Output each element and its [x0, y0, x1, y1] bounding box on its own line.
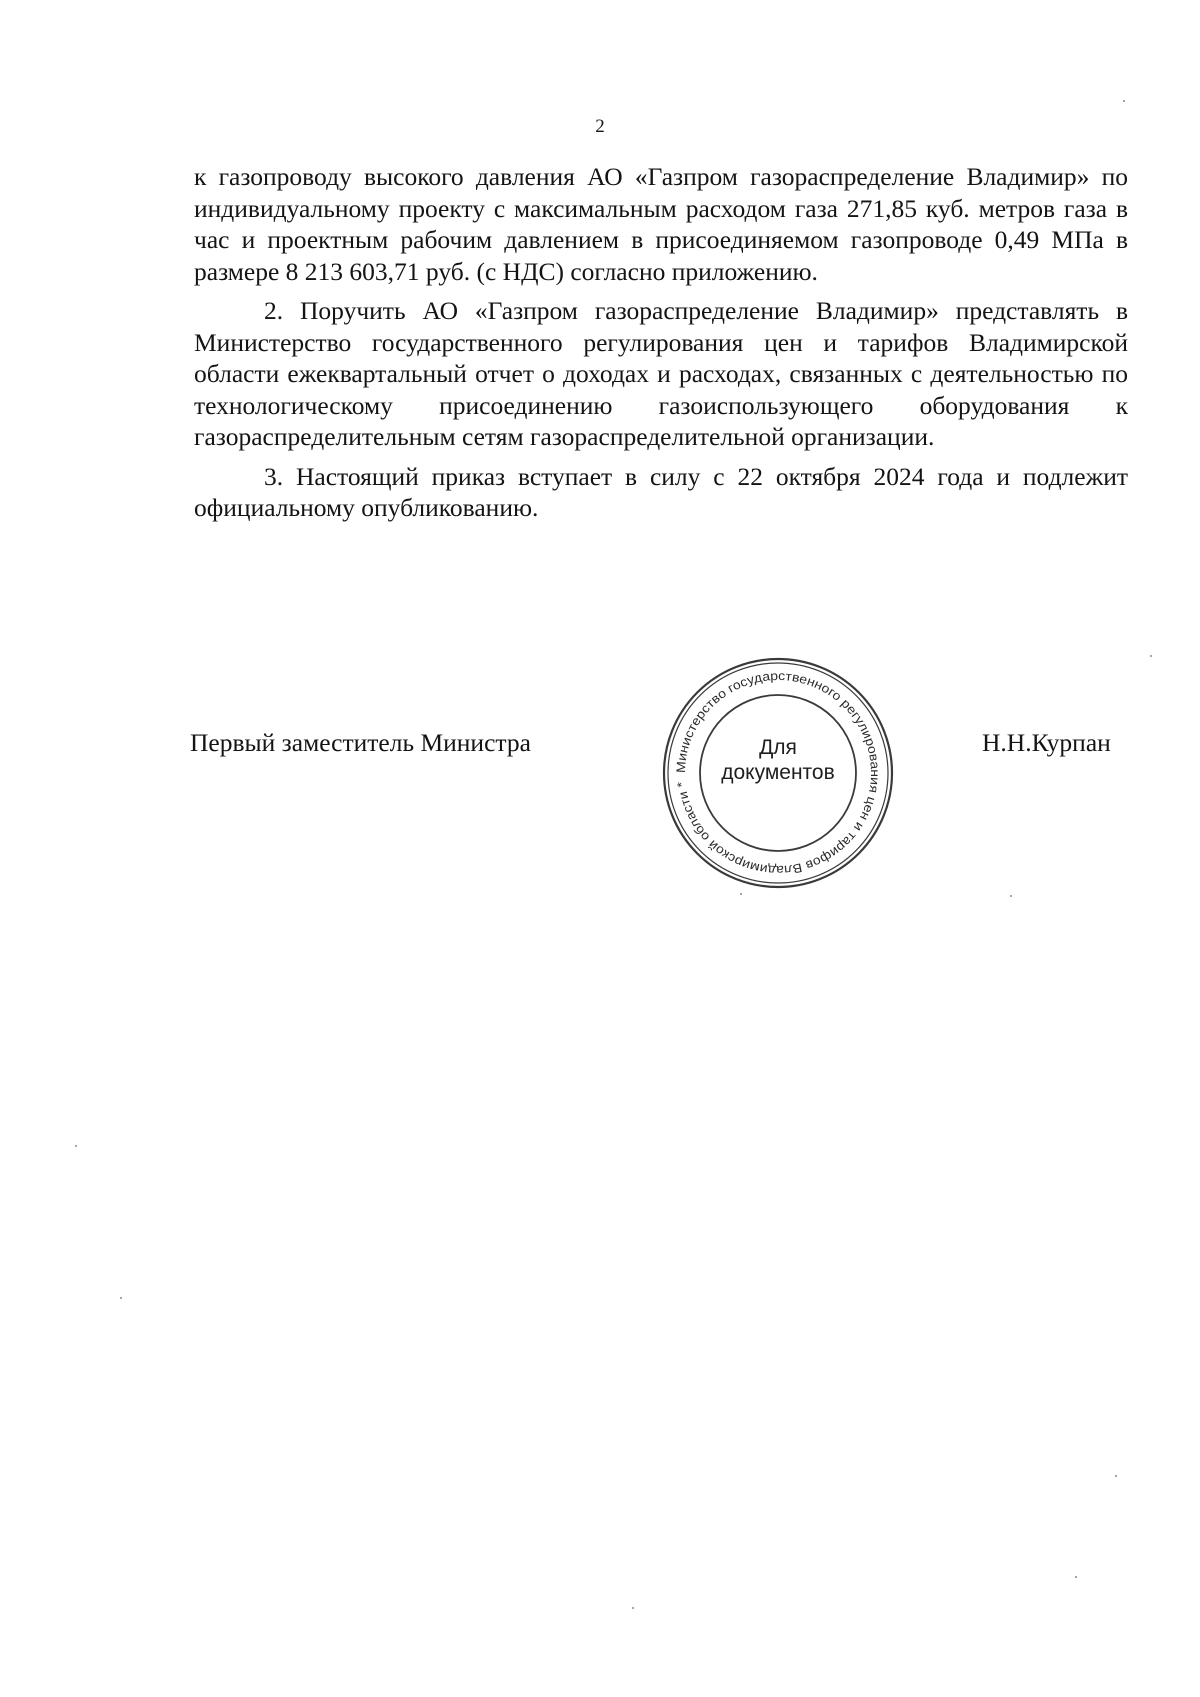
paragraph-continuation: к газопроводу высокого давления АО «Газпром газораспределение Владимир» по индивидуальному проекту с максимальным расходом газа 271,85 куб. метров газа в час и проектным рабочим давлением в присоединяемом газопроводе 0,49 МПа в размере 8 213 603,71 руб. (с НДС) согласно приложению.	[194, 162, 1128, 286]
scan-speck	[1115, 1475, 1117, 1477]
page-number: 2	[595, 116, 605, 137]
scan-speck	[1075, 1576, 1077, 1578]
scan-speck	[120, 1297, 122, 1299]
stamp-center-line-1: Для	[759, 736, 797, 759]
signatory-name: Н.Н.Курпан	[982, 728, 1111, 757]
stamp-center-line-2: документов	[721, 761, 835, 784]
scan-speck	[632, 1607, 634, 1609]
document-body	[194, 161, 1128, 524]
scan-speck	[1123, 100, 1125, 102]
stamp-ring-textpath: Министерство государственного регулирования цен и тарифов Владимирской области *	[673, 668, 883, 878]
paragraph-item-3: 3. Настоящий приказ вступает в силу с 22 октября 2024 года и подлежит официальному опубликованию.	[194, 461, 1128, 522]
scan-speck	[1150, 655, 1152, 657]
paragraph-item-2: 2. Поручить АО «Газпром газораспределение Владимир» представлять в Министерство государственного регулирования цен и тарифов Владимирской области ежеквартальный отчет о доходах и расходах, связанных с деятельностью по технологическому присоединению газоиспользующего оборудования к газораспределительным сетям газораспределительной организации.	[194, 296, 1128, 451]
stamp-center-text	[698, 735, 858, 785]
scan-speck	[740, 893, 742, 895]
official-stamp	[658, 653, 898, 893]
scan-speck	[75, 1145, 77, 1147]
scan-speck	[1010, 895, 1012, 897]
signatory-title: Первый заместитель Министра	[190, 728, 531, 757]
